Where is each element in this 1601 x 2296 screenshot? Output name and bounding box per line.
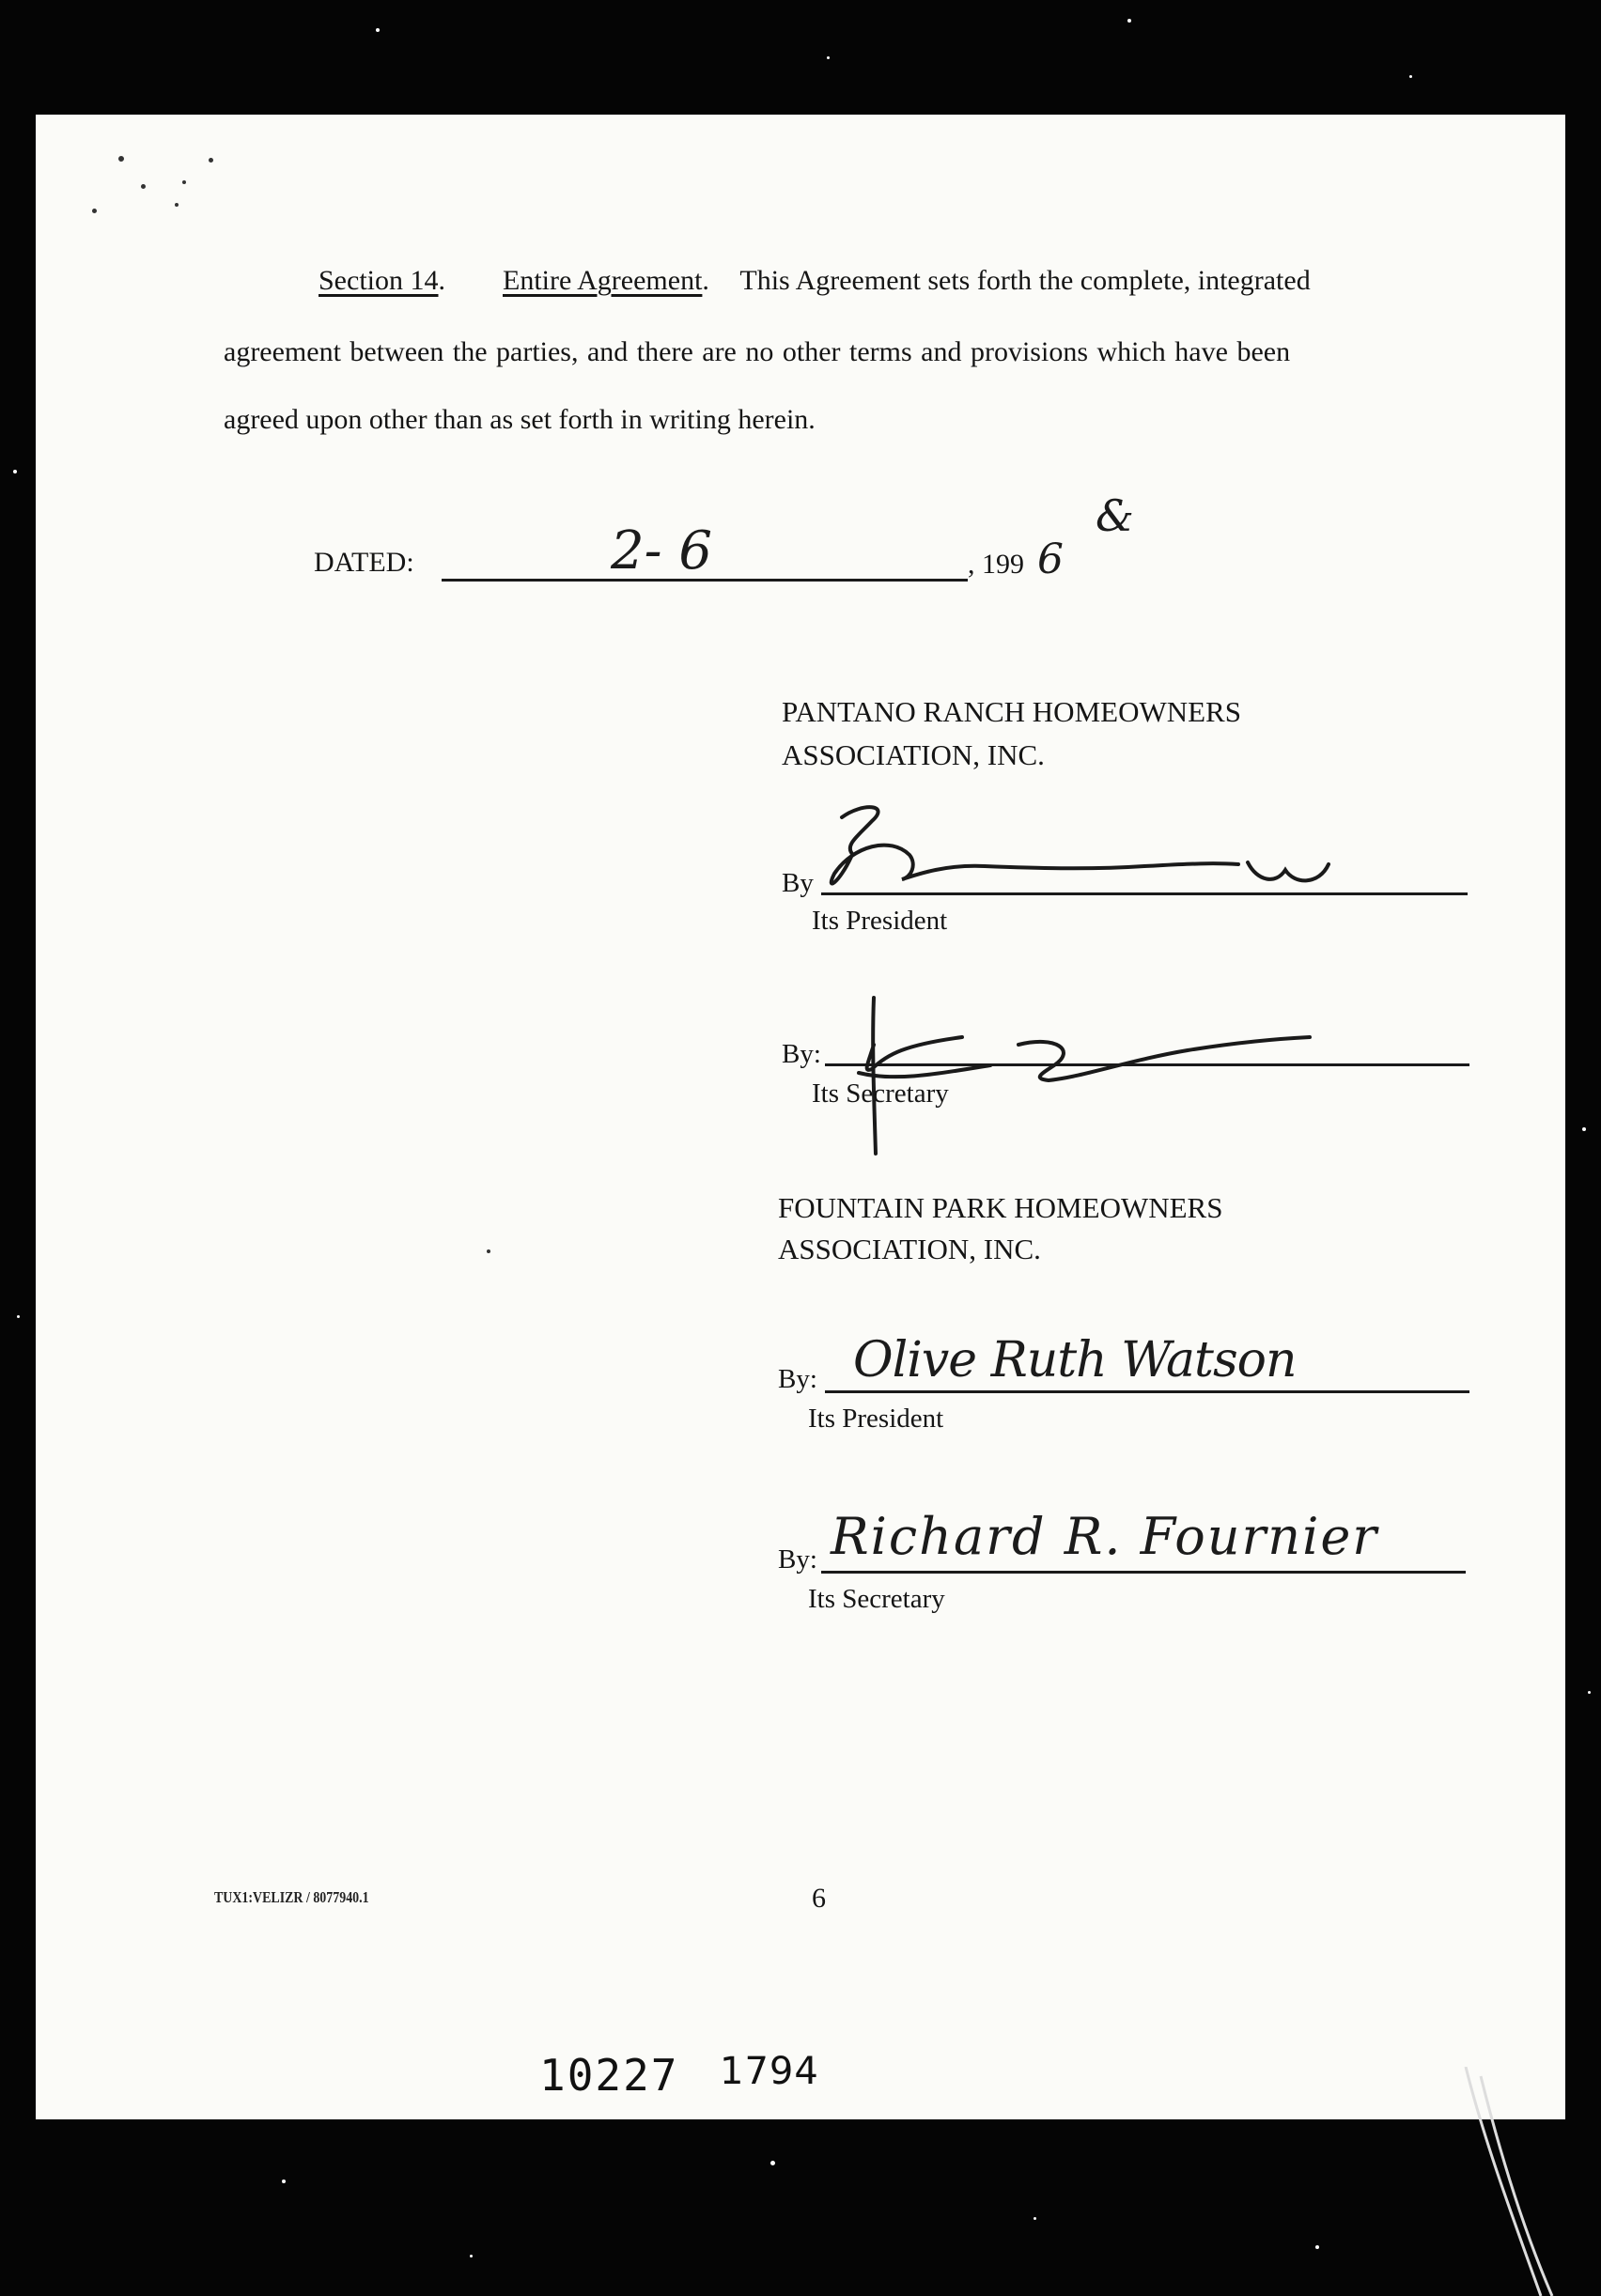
section-period: . (438, 265, 445, 296)
scan-speck (487, 1249, 490, 1253)
by-label: By (782, 868, 814, 898)
by-label: By: (778, 1544, 817, 1575)
signer-role: Its President (808, 1404, 944, 1434)
scan-speck (182, 180, 186, 184)
section-text-line3: agreed upon other than as set forth in writing herein. (224, 404, 816, 435)
by-label: By: (782, 1039, 821, 1069)
dated-label: DATED: (314, 547, 414, 578)
org-name-line2: ASSOCIATION, INC. (778, 1233, 1041, 1265)
docket-number: 10227 (539, 2050, 679, 2101)
section-text-line2: agreement between the parties, and there are no other terms and provisions which have been (224, 336, 1291, 367)
scan-speck (175, 203, 179, 207)
dated-year-printed: , 199 (968, 549, 1024, 580)
section-text-line1: This Agreement sets forth the complete, integrated (739, 265, 1311, 296)
document-id: TUX1:VELIZR / 8077940.1 (214, 1888, 369, 1906)
page-number: 6 (812, 1883, 826, 1914)
dated-year-handwritten: 6 (1037, 535, 1064, 583)
margin-mark: & (1096, 490, 1134, 541)
page-reference: 1794 (720, 2050, 819, 2093)
signature-president-fountain: Olive Ruth Watson (853, 1332, 1297, 1388)
scan-edge-streak (1447, 2067, 1560, 2296)
signature-line (821, 1571, 1466, 1574)
section-title-period: . (702, 265, 709, 296)
by-label: By: (778, 1364, 817, 1394)
scan-speck (209, 158, 213, 163)
signature-president-pantano (806, 799, 1389, 902)
section-number: Section 14 (319, 265, 439, 296)
document-page (36, 115, 1565, 2119)
signature-secretary-pantano (831, 988, 1376, 1157)
scan-speck (92, 209, 97, 213)
signer-role: Its Secretary (812, 1078, 949, 1109)
section-title: Entire Agreement (503, 265, 703, 296)
org-name-line1: PANTANO RANCH HOMEOWNERS (782, 695, 1241, 728)
signature-line (825, 1390, 1469, 1393)
org-name-line1: FOUNTAIN PARK HOMEOWNERS (778, 1191, 1223, 1224)
scan-speck (141, 184, 146, 189)
scan-speck (118, 156, 124, 162)
signer-role: Its President (812, 906, 948, 936)
org-name-line2: ASSOCIATION, INC. (782, 738, 1045, 771)
handwritten-date: 2- 6 (611, 520, 712, 582)
signer-role: Its Secretary (808, 1584, 945, 1614)
signature-secretary-fountain: Richard R. Fournier (831, 1507, 1379, 1566)
